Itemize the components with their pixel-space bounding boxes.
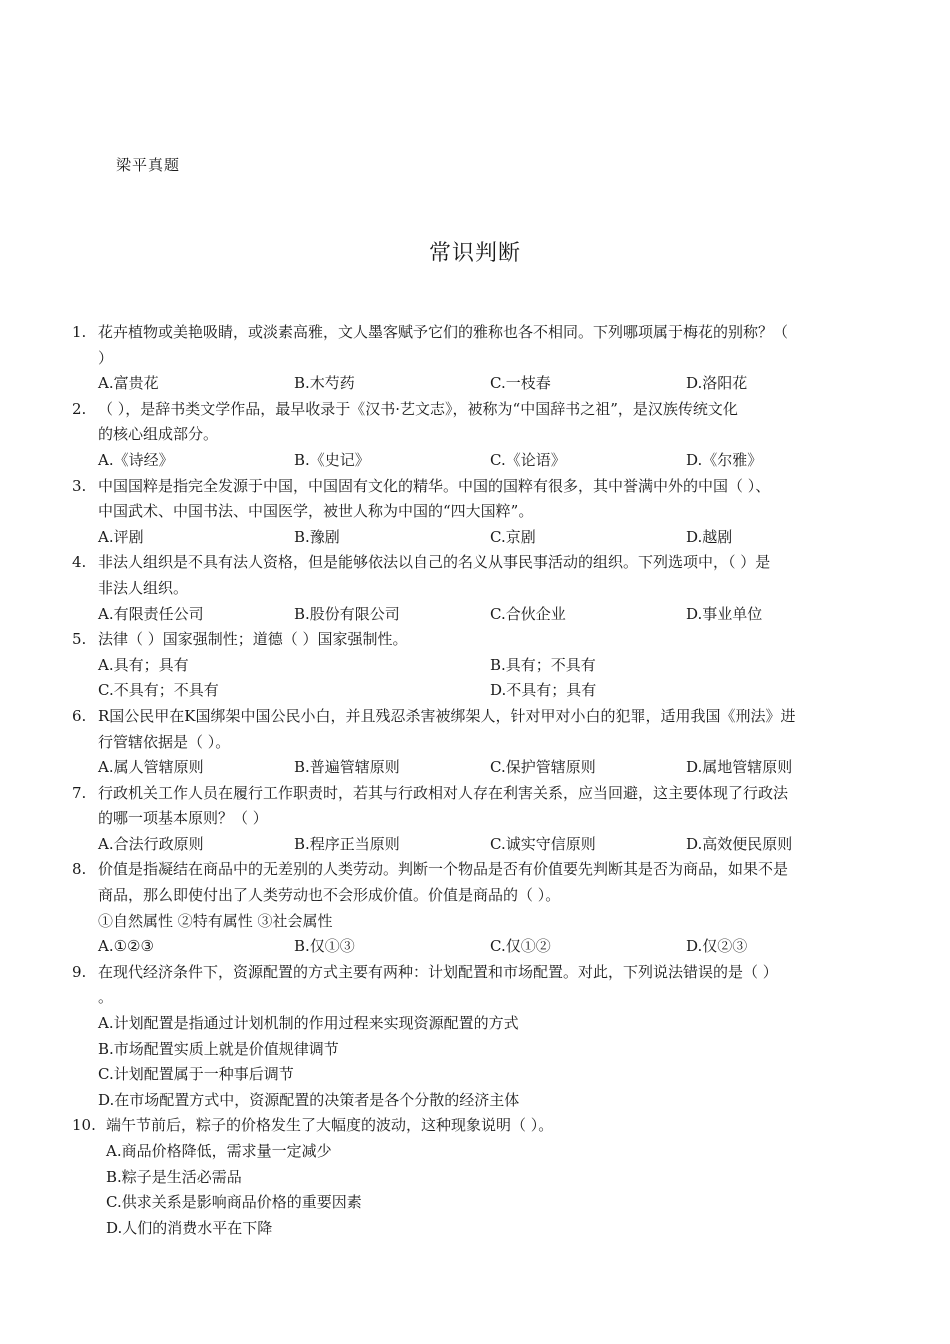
question-text: 中国国粹是指完全发源于中国，中国固有文化的精华。中国的国粹有很多，其中誉满中外的中国（ ）、 — [98, 476, 771, 495]
question-text-cont: 中国武术、中国书法、中国医学，被世人称为中国的“四大国粹”。 — [98, 502, 534, 521]
options-row — [72, 934, 882, 960]
option-a: A.《诗经》 — [98, 450, 174, 469]
question-text-cont: 非法人组织。 — [98, 578, 189, 597]
option-d: D.仅②③ — [686, 937, 748, 956]
option-b: B.普遍管辖原则 — [294, 758, 400, 777]
question-text-cont: ） — [98, 348, 114, 367]
question-text-cont: 。 — [98, 988, 114, 1007]
option-d: D.《尔雅》 — [686, 450, 763, 469]
option-a: A.有限责任公司 — [98, 604, 204, 623]
option-b: B.市场配置实质上就是价值规律调节 — [98, 1039, 339, 1058]
question-text: R国公民甲在K国绑架中国公民小白，并且残忍杀害被绑架人，针对甲对小白的犯罪，适用我国《刑法》进 — [98, 706, 796, 725]
question-number: 7. — [72, 783, 87, 802]
option-a: A.评剧 — [98, 527, 144, 546]
question-5 — [72, 627, 882, 704]
option-a: A.富贵花 — [98, 374, 159, 393]
option-c: C.仅①② — [490, 937, 551, 956]
question-number: 4. — [72, 553, 87, 572]
question-number: 1. — [72, 323, 87, 341]
question-1 — [72, 320, 882, 397]
question-text-cont: 行管辖依据是（ ）。 — [98, 732, 231, 751]
question-number: 3. — [72, 476, 87, 495]
question-number: 5. — [72, 630, 87, 649]
question-text: 花卉植物或美艳吸睛，或淡素高雅，文人墨客赋予它们的雅称也各不相同。下列哪项属于梅花的别称？（ — [98, 323, 789, 341]
option-c: C.《论语》 — [490, 450, 566, 469]
question-10 — [72, 1113, 882, 1241]
question-text-cont: 商品，那么即使付出了人类劳动也不会形成价值。价值是商品的（ ）。 — [98, 886, 561, 905]
option-d: D.属地管辖原则 — [686, 758, 793, 777]
options-row — [72, 448, 882, 474]
option-b: B.股份有限公司 — [294, 604, 400, 623]
option-c: C.供求关系是影响商品价格的重要因素 — [106, 1193, 362, 1212]
option-a: A.计划配置是指通过计划机制的作用过程来实现资源配置的方式 — [98, 1014, 519, 1033]
question-number: 10. — [72, 1116, 96, 1135]
question-8 — [72, 857, 882, 959]
question-4 — [72, 550, 882, 627]
header-note: 梁平真题 — [116, 156, 181, 174]
option-b: B.粽子是生活必需品 — [106, 1167, 242, 1186]
option-b: B.程序正当原则 — [294, 834, 400, 853]
question-2 — [72, 397, 882, 474]
question-9 — [72, 960, 882, 1114]
option-c: C.保护管辖原则 — [490, 758, 596, 777]
question-text: 行政机关工作人员在履行工作职责时，若其与行政相对人存在利害关系，应当回避，这主要体现了行政法 — [98, 783, 789, 802]
option-b: B.木芍药 — [294, 374, 355, 393]
option-a: A.属人管辖原则 — [98, 758, 204, 777]
option-d: D.越剧 — [686, 527, 733, 546]
question-list — [72, 320, 882, 1241]
options-row — [72, 755, 882, 781]
question-3 — [72, 474, 882, 551]
option-d: D.不具有；具有 — [490, 681, 597, 700]
question-number: 9. — [72, 962, 87, 981]
options-row — [72, 525, 882, 551]
question-text: 在现代经济条件下，资源配置的方式主要有两种：计划配置和市场配置。对此，下列说法错误的是（ ） — [98, 962, 778, 981]
option-c: C.不具有；不具有 — [98, 681, 219, 700]
question-text-cont: 的核心组成部分。 — [98, 425, 219, 444]
option-c: C.计划配置属于一种事后调节 — [98, 1065, 294, 1084]
options-row — [72, 371, 882, 397]
question-statements: ①自然属性 ②特有属性 ③社会属性 — [98, 911, 333, 930]
question-text: （ ），是辞书类文学作品，最早收录于《汉书·艺文志》，被称为“中国辞书之祖”，是汉族传统文化 — [98, 399, 738, 418]
question-number: 6. — [72, 706, 87, 725]
question-6 — [72, 704, 882, 781]
question-text: 非法人组织是不具有法人资格，但是能够依法以自己的名义从事民事活动的组织。下列选项中，（ ）是 — [98, 553, 771, 572]
question-number: 8. — [72, 860, 87, 879]
option-d: D.在市场配置方式中，资源配置的决策者是各个分散的经济主体 — [98, 1090, 520, 1109]
option-d: D.洛阳花 — [686, 374, 748, 393]
options-row — [72, 602, 882, 628]
option-d: D.人们的消费水平在下降 — [106, 1218, 273, 1237]
section-title: 常识判断 — [428, 241, 521, 266]
question-text: 价值是指凝结在商品中的无差别的人类劳动。判断一个物品是否有价值要先判断其是否为商品，如果不是 — [98, 860, 789, 879]
options-row — [72, 678, 882, 704]
option-b: B.仅①③ — [294, 937, 355, 956]
question-text: 端午节前后，粽子的价格发生了大幅度的波动，这种现象说明（ ）。 — [106, 1116, 554, 1135]
option-a: A.①②③ — [98, 937, 154, 956]
option-a: A.商品价格降低，需求量一定减少 — [106, 1142, 332, 1160]
question-text: 法律（ ）国家强制性；道德（ ）国家强制性。 — [98, 630, 408, 649]
option-c: C.合伙企业 — [490, 604, 566, 623]
option-a: A.合法行政原则 — [98, 834, 204, 853]
option-c: C.诚实守信原则 — [490, 834, 596, 853]
option-c: C.一枝春 — [490, 374, 551, 393]
question-number: 2. — [72, 399, 87, 418]
option-c: C.京剧 — [490, 527, 536, 546]
options-row — [72, 653, 882, 679]
option-d: D.高效便民原则 — [686, 834, 793, 853]
question-7 — [72, 781, 882, 858]
option-b: B.具有；不具有 — [490, 655, 596, 674]
option-b: B.豫剧 — [294, 527, 340, 546]
question-text-cont: 的哪一项基本原则？（ ） — [98, 809, 268, 828]
options-row — [72, 832, 882, 858]
option-b: B.《史记》 — [294, 450, 370, 469]
option-d: D.事业单位 — [686, 604, 763, 623]
option-a: A.具有；具有 — [98, 655, 189, 674]
